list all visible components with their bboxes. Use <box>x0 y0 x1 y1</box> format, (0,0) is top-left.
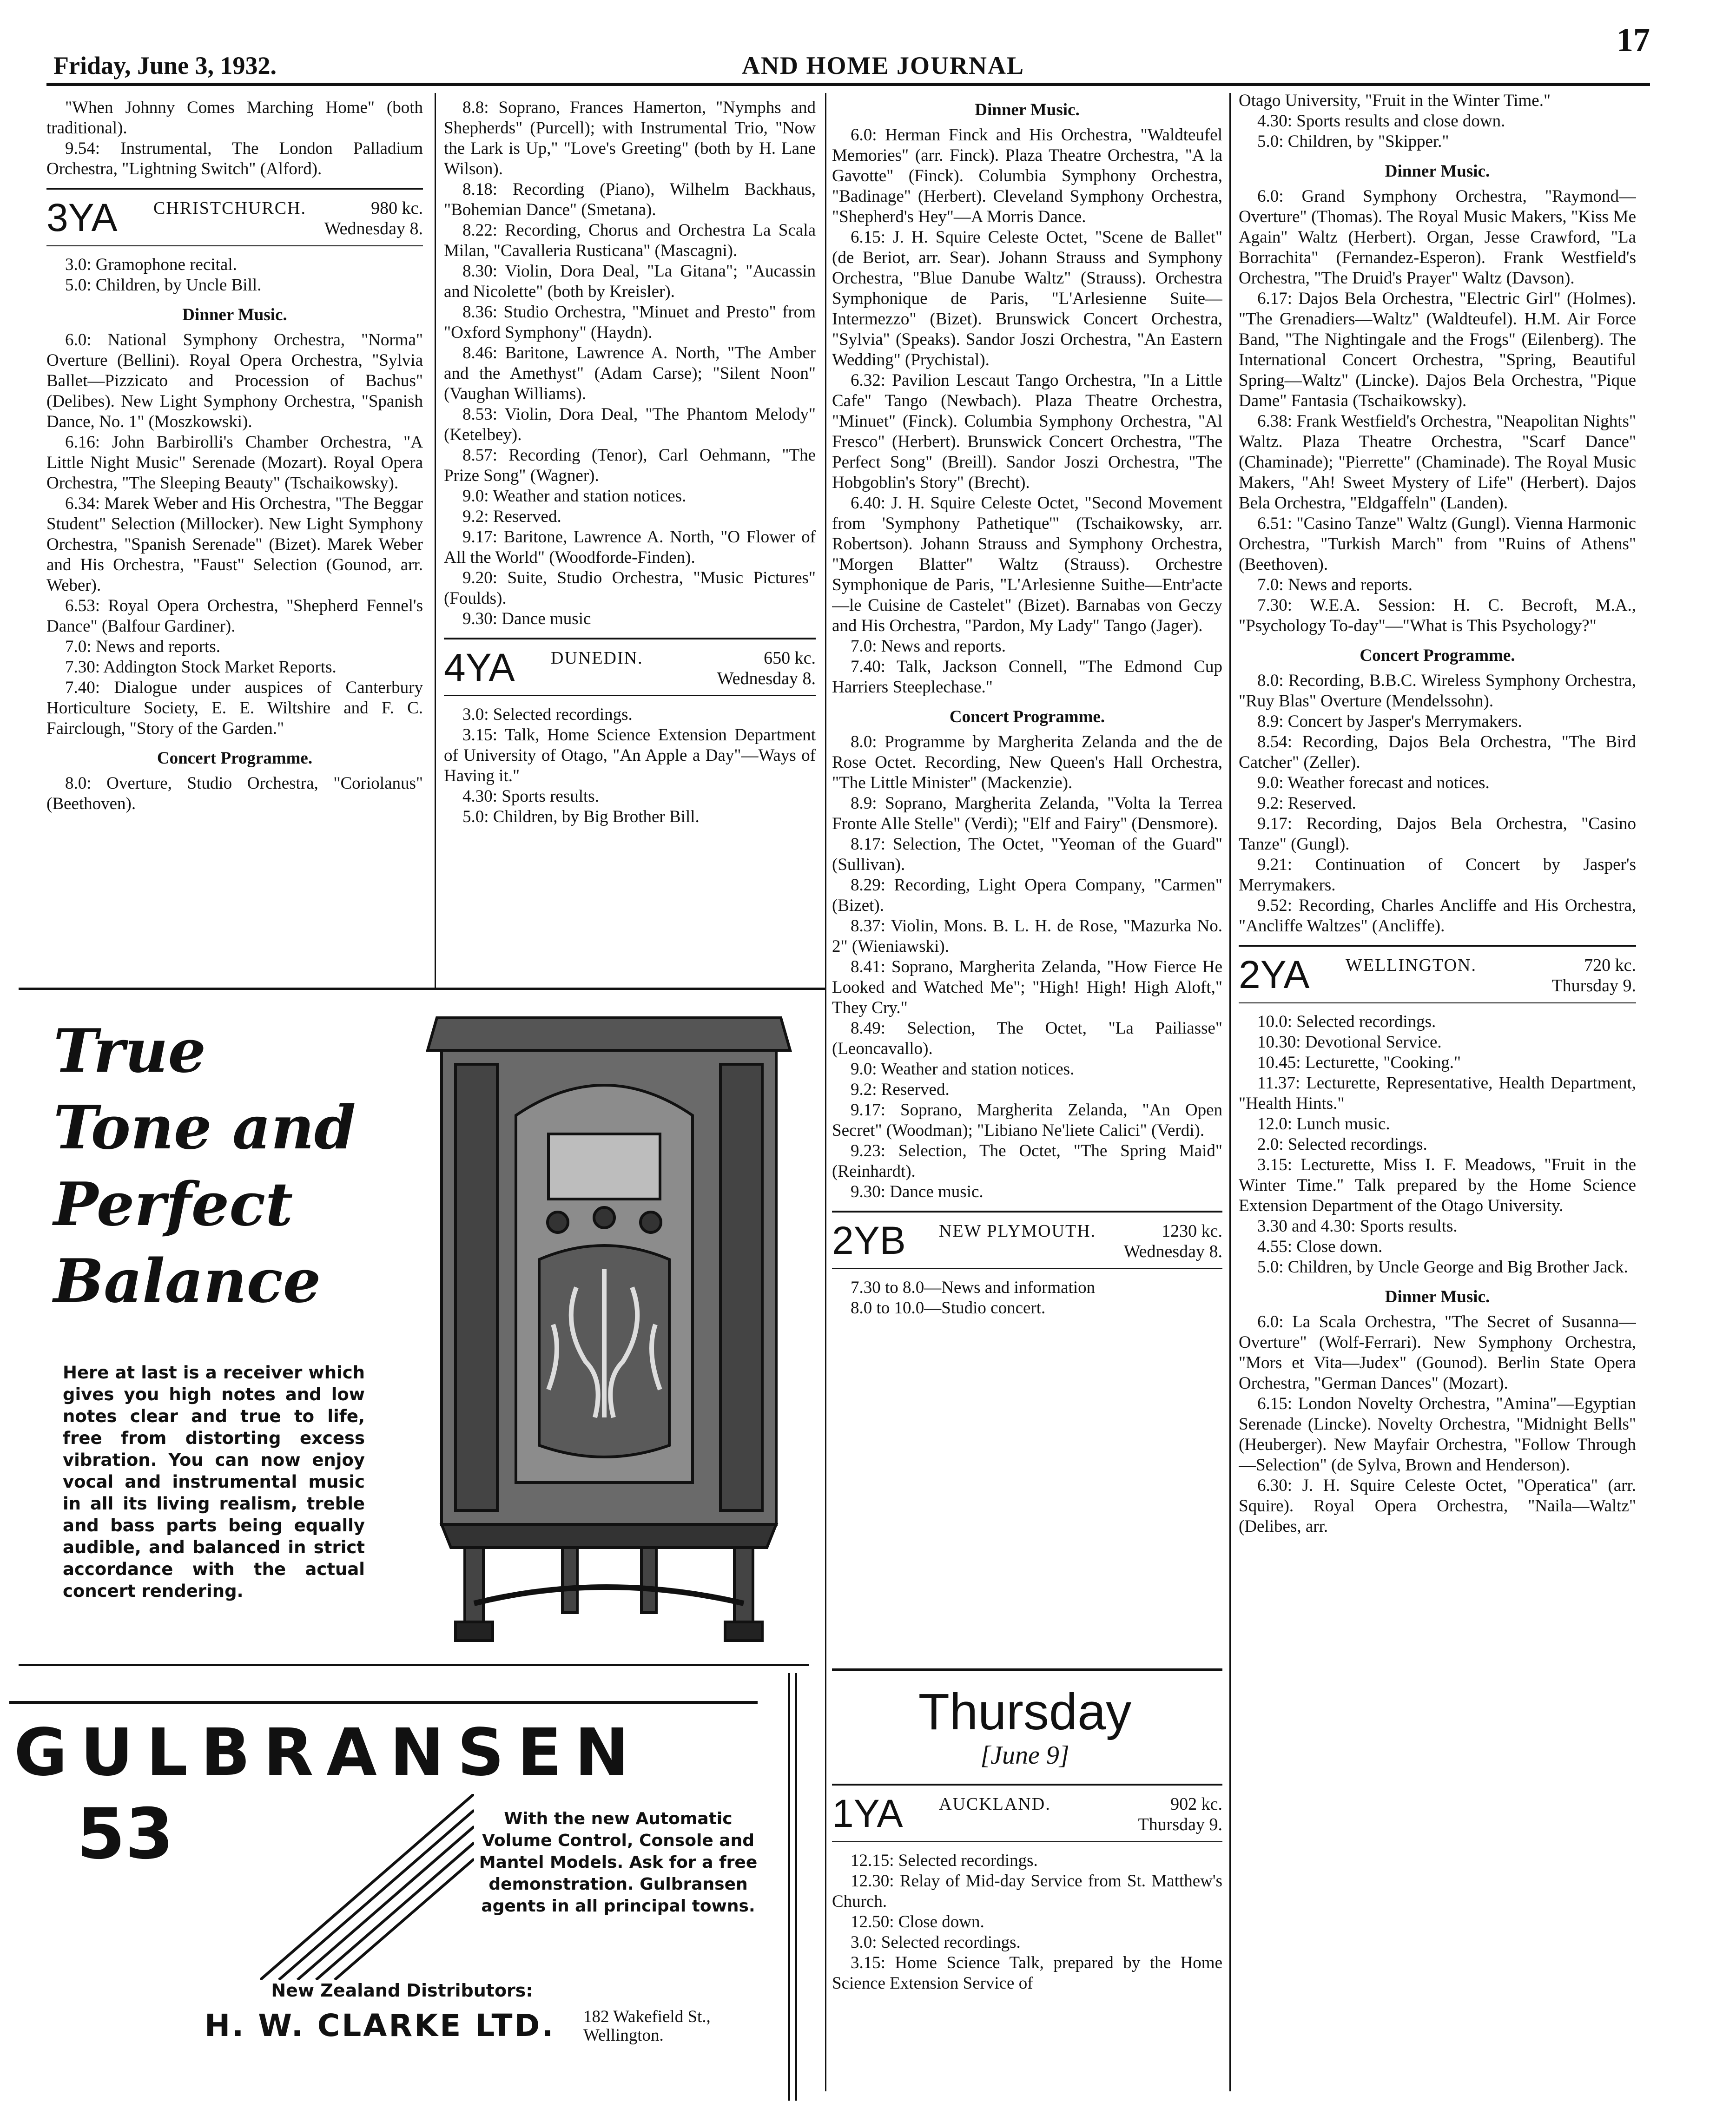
listing-item: 6.17: Dajos Bela Orchestra, "Electric Girl" (Holmes). "The Grenadiers—Waltz" (Waldteufel). H.M. Air Force Band, "The Nightingale and the Frogs" (Eilenberg). The International Concert Orchestra, "Spring, Beautiful Spring—Waltz" (Lincke). Dajos Bela Orchestra, "Pique Dame" Fantasia (Tschaikowsky). <box>1239 289 1636 410</box>
listing-item: 8.22: Recording, Chorus and Orchestra La Scala Milan, "Cavalleria Rusticana" (Mascagni). <box>444 221 816 260</box>
station-frequency: 650 kc. <box>764 648 816 668</box>
station-day: Wednesday 8. <box>1123 1242 1222 1261</box>
ad-company-address <box>583 2008 711 2045</box>
listing-item: 6.51: "Casino Tanze" Waltz (Gungl). Vienna Harmonic Orchestra, "Turkish March" from "Ruins of Athens" (Beethoven). <box>1239 514 1636 574</box>
listing-item: 8.8: Soprano, Frances Hamerton, "Nymphs and Shepherds" (Purcell); with Instrumental Trio, "Now the Lark is Up," "Love's Greeting" (both by H. Lane Wilson). <box>444 98 816 178</box>
listing-item: 8.0: Programme by Margherita Zelanda and the de Rose Octet. Recording, New Queen's Hall Orchestra, "The Little Minister" (Mackenzie). <box>832 732 1222 792</box>
listing-item: 8.36: Studio Orchestra, "Minuet and Presto" from "Oxford Symphony" (Haydn). <box>444 303 816 342</box>
column-3 <box>832 91 1222 1661</box>
listing-item: 12.15: Selected recordings. <box>851 1851 1038 1870</box>
station-code: 1YA <box>832 1792 903 1835</box>
thursday-top-rule <box>832 1668 1222 1671</box>
day-heading-thursday: Thursday <box>918 1683 1132 1740</box>
listing-item: 6.0: La Scala Orchestra, "The Secret of Susanna—Overture" (Wolf-Ferrari). New Symphony Orchestra, "Mors et Vita—Judex" (Gounod). Berlin State Opera Orchestra, "German Dances" (Mozart). <box>1239 1312 1636 1393</box>
listing-item: 8.37: Violin, Mons. B. L. H. de Rose, "Mazurka No. 2" (Wieniawski). <box>832 916 1222 956</box>
ad-headline-line: Tone and <box>53 1093 356 1163</box>
header-rule <box>46 83 1650 86</box>
listing-item: 3.15: Lecturette, Miss I. F. Meadows, "Fruit in the Winter Time." Talk prepared by the Home Science Extension Department of the Otago University. <box>1239 1155 1636 1215</box>
listing-item: 5.0: Children, by Uncle George and Big Brother Jack. <box>1257 1258 1628 1277</box>
station-block-2ya <box>1239 945 1636 1003</box>
station-info <box>939 1221 1222 1262</box>
listing-item: 9.52: Recording, Charles Ancliffe and His Orchestra, "Ancliffe Waltzes" (Ancliffe). <box>1239 896 1636 936</box>
listing-item: Otago University, "Fruit in the Winter Time." <box>1239 91 1551 110</box>
station-block-2yb <box>832 1211 1222 1269</box>
section-heading: Concert Programme. <box>949 707 1105 726</box>
ad-headline-line: Perfect <box>53 1170 293 1239</box>
listing-item: 12.50: Close down. <box>851 1912 984 1931</box>
station-block-1ya <box>832 1784 1222 1842</box>
listing-item: 9.2: Reserved. <box>462 507 561 526</box>
column-1 <box>46 98 423 985</box>
listing-item: 8.57: Recording (Tenor), Carl Oehmann, "The Prize Song" (Wagner). <box>444 446 816 485</box>
ad-divider-rule <box>19 1664 809 1666</box>
listing-item: 9.20: Suite, Studio Orchestra, "Music Pictures" (Foulds). <box>444 568 816 608</box>
listing-item: 6.32: Pavilion Lescaut Tango Orchestra, "In a Little Cafe" Tango (Newbach). Plaza Theatre Orchestra, "Minuet" (Finck). Columbia Symphony Orchestra, "Al Fresco" (Herbert). Brunswick Concert Orchestra, "The Perfect Song" (Breill). Sandor Joszi Orchestra, "The Hobgoblin's Story" (Brecht). <box>832 371 1222 492</box>
section-heading: Dinner Music. <box>1385 162 1490 181</box>
ad-company-name: H. W. CLARKE LTD. <box>205 2008 555 2043</box>
listing-item: 11.37: Lecturette, Representative, Health Department, "Health Hints." <box>1239 1074 1636 1113</box>
listing-item: 8.0: Overture, Studio Orchestra, "Coriolanus" (Beethoven). <box>46 774 423 813</box>
listing-item: 8.54: Recording, Dajos Bela Orchestra, "The Bird Catcher" (Zeller). <box>1239 732 1636 772</box>
listing-item: 9.30: Dance music <box>462 609 591 628</box>
listing-item: 8.9: Concert by Jasper's Merrymakers. <box>1257 712 1522 731</box>
listing-item: 6.30: J. H. Squire Celeste Octet, "Operatica" (arr. Squire). Royal Opera Orchestra, "Naila—Waltz" (Delibes, arr. <box>1239 1476 1636 1536</box>
ad-brand-name: GULBRANSEN <box>14 1715 642 1791</box>
listing-item: 9.2: Reserved. <box>851 1080 950 1099</box>
station-city: CHRISTCHURCH. <box>153 198 306 218</box>
listing-item: 10.0: Selected recordings. <box>1257 1012 1436 1031</box>
column-2 <box>444 98 816 985</box>
listing-item: 9.21: Continuation of Concert by Jasper's Merrymakers. <box>1239 855 1636 895</box>
listing-item: 4.30: Sports results and close down. <box>1257 112 1505 131</box>
listing-item: 9.2: Reserved. <box>1257 794 1356 813</box>
listing-item: 8.18: Recording (Piano), Wilhelm Backhaus, "Bohemian Dance" (Smetana). <box>444 180 816 219</box>
ad-headline <box>53 1013 356 1320</box>
station-block-4ya <box>444 638 816 696</box>
listing-item: 6.34: Marek Weber and His Orchestra, "The Beggar Student" Selection (Millocker). New Light Symphony Orchestra, "Spanish Serenade" (Bizet). Marek Weber and His Orchestra, "Faust" Selection (Gounod, arr. Weber). <box>46 494 423 595</box>
ad-body-copy: Here at last is a receiver which gives you high notes and low notes clear and true to life, free from distorting excess vibration. You can now enjoy vocal and instrumental music in all its living realism, treble and bass parts being equally audible, and balanced in strict accordance with the actual concert rendering. <box>63 1363 365 1601</box>
station-info <box>551 648 816 689</box>
listing-item: 8.9: Soprano, Margherita Zelanda, "Volta la Terrea Fronte Alle Stelle" (Verdi); "Elf and Fairy" (Densmore). <box>832 794 1222 833</box>
listing-item: 8.0 to 10.0—Studio concert. <box>851 1298 1046 1318</box>
listing-item: 7.30: W.E.A. Session: H. C. Becroft, M.A., "Psychology To-day"—"What is This Psychology?" <box>1239 596 1636 635</box>
listing-item: 9.17: Recording, Dajos Bela Orchestra, "Casino Tanze" (Gungl). <box>1239 814 1636 854</box>
listing-item: 7.30: Addington Stock Market Reports. <box>65 658 337 677</box>
section-heading: Concert Programme. <box>1360 646 1515 665</box>
listing-item: 7.0: News and reports. <box>851 637 1006 656</box>
radio-cabinet-illustration <box>409 999 827 1650</box>
listing-item: 8.49: Selection, The Octet, "La Pailiasse" (Leoncavallo). <box>832 1019 1222 1058</box>
station-day: Thursday 9. <box>1551 976 1636 995</box>
listing-item: 8.46: Baritone, Lawrence A. North, "The Amber and the Amethyst" (Adam Carse); "Silent Noon" (Vaughan Williams). <box>444 343 816 403</box>
listing-item: 9.0: Weather forecast and notices. <box>1257 773 1490 792</box>
listing-item: 2.0: Selected recordings. <box>1257 1135 1427 1154</box>
listing-item: 5.0: Children, by Big Brother Bill. <box>462 807 700 826</box>
listing-item: 12.0: Lunch music. <box>1257 1114 1390 1134</box>
ad-headline-line: True <box>53 1016 206 1086</box>
listing-item: 8.17: Selection, The Octet, "Yeoman of the Guard" (Sullivan). <box>832 835 1222 874</box>
listing-item: 6.15: London Novelty Orchestra, "Amina"—Egyptian Serenade (Lincke). Novelty Orchestra, "Midnight Bells" (Heuberger). New Mayfair Orchestra, "Follow Through—Selection" (de Sylva, Brown and Henderson). <box>1239 1394 1636 1475</box>
ad-address-line: 182 Wakefield St., <box>583 2007 711 2026</box>
ad-distributors-label: New Zealand Distributors: <box>271 1980 533 2001</box>
column-4 <box>1239 91 1636 2098</box>
listing-item: 6.38: Frank Westfield's Orchestra, "Neapolitan Nights" Waltz. Plaza Theatre Orchestra, "Scarf Dance" (Chaminade); "Pierrette" (Chaminade). The Royal Music Makers, "Ah! Sweet Mystery of Life" (Herbert). Dajos Bela Orchestra, "Eldgaffeln" (Landen). <box>1239 412 1636 513</box>
ad-side-rule <box>788 1673 790 2101</box>
listing-item: 8.53: Violin, Dora Deal, "The Phantom Melody" (Ketelbey). <box>444 405 816 444</box>
listing-item: 5.0: Children, by Uncle Bill. <box>65 276 262 295</box>
listing-item: 7.0: News and reports. <box>65 637 220 656</box>
listing-item: 9.54: Instrumental, The London Palladium Orchestra, "Lightning Switch" (Alford). <box>46 139 423 178</box>
station-frequency: 980 kc. <box>371 198 423 218</box>
listing-item: 6.40: J. H. Squire Celeste Octet, "Second Movement from 'Symphony Pathetique'" (Tschaikowsky, arr. Robertson). Johann Strauss and Symphony Orchestra, "Morgen Blatter" Waltz (Strauss). Orchestre Symphonique de Paris, "L'Arlesienne Suithe—Entr'acte—le Cuisine de Castelet" (Bizet). Barnabas von Geczy and His Orchestra, "Pardon, My Lady" Tango (Jager). <box>832 494 1222 635</box>
listing-item: 8.29: Recording, Light Opera Company, "Carmen" (Bizet). <box>832 876 1222 915</box>
station-code: 3YA <box>46 196 118 239</box>
listing-item: 8.41: Soprano, Margherita Zelanda, "How Fierce He Looked and Watched Me"; "High! High! High Aloft," They Cry." <box>832 957 1222 1017</box>
listing-item: 6.0: National Symphony Orchestra, "Norma" Overture (Bellini). Royal Opera Orchestra, "Sylvia Ballet—Pizzicato and Procession of Bachus" (Delibes). New Light Symphony Orchestra, "Spanish Dance, No. 1" (Moszkowski). <box>46 330 423 431</box>
listing-item: 6.53: Royal Opera Orchestra, "Shepherd Fennel's Dance" (Balfour Gardiner). <box>46 596 423 636</box>
station-day: Thursday 9. <box>1138 1815 1222 1834</box>
listing-item: 9.17: Soprano, Margherita Zelanda, "An Open Secret" (Woodman); "Libiano Ne'liete Calici" (Verdi). <box>832 1101 1222 1140</box>
station-city: NEW PLYMOUTH. <box>939 1221 1096 1241</box>
listing-item: 6.0: Herman Finck and His Orchestra, "Waldteufel Memories" (arr. Finck). Plaza Theatre Orchestra, "A la Gavotte" (Finck). Columbia Symphony Orchestra, "Badinage" (Herbert). Cleveland Symphony Orchestra, "Shepherd's Hey"—A Morris Dance. <box>832 125 1222 226</box>
listing-item: 5.0: Children, by "Skipper." <box>1257 132 1449 151</box>
station-frequency: 1230 kc. <box>1162 1221 1222 1241</box>
section-heading: Dinner Music. <box>1385 1287 1490 1306</box>
listing-item: 8.30: Violin, Dora Deal, "La Gitana"; "Aucassin and Nicolette" (both by Kreisler). <box>444 262 816 301</box>
ad-address-line: Wellington. <box>583 2026 664 2045</box>
station-code: 2YA <box>1239 953 1310 996</box>
listing-item: 9.17: Baritone, Lawrence A. North, "O Flower of All the World" (Woodforde-Finden). <box>444 527 816 567</box>
listing-item: 10.45: Lecturette, "Cooking." <box>1257 1053 1461 1072</box>
ad-side-rule <box>795 1673 797 2101</box>
station-code: 2YB <box>832 1219 906 1262</box>
column-rule <box>1229 93 1231 2091</box>
ad-decorative-lines <box>260 1794 474 1980</box>
station-frequency: 902 kc. <box>1170 1794 1222 1814</box>
listing-item: 6.16: John Barbirolli's Chamber Orchestra, "A Little Night Music" Serenade (Mozart). Royal Opera Orchestra, "The Sleeping Beauty" (Tschaikowsky). <box>46 433 423 493</box>
station-info <box>939 1794 1222 1835</box>
listing-item: 10.30: Devotional Service. <box>1257 1033 1442 1052</box>
station-frequency: 720 kc. <box>1584 956 1636 975</box>
listing-item: 9.0: Weather and station notices. <box>462 487 686 506</box>
station-city: DUNEDIN. <box>551 648 643 668</box>
station-city: WELLINGTON. <box>1346 956 1477 975</box>
listing-item: 4.30: Sports results. <box>462 787 599 806</box>
listing-item: 3.0: Selected recordings. <box>462 705 633 724</box>
listing-item: 7.40: Dialogue under auspices of Canterbury Horticulture Society, E. E. Wiltshire and F. C. Fairclough, "Story of the Garden." <box>46 678 423 738</box>
station-code: 4YA <box>444 646 515 689</box>
listing-item: 7.0: News and reports. <box>1257 575 1413 594</box>
section-heading: Concert Programme. <box>157 749 313 768</box>
page-number: 17 <box>1617 21 1650 59</box>
listing-item: "When Johnny Comes Marching Home" (both traditional). <box>46 98 423 138</box>
day-heading-date: [June 9] <box>980 1741 1069 1770</box>
column-3-thursday <box>832 1775 1222 2101</box>
ad-top-rule <box>19 988 825 990</box>
ad-model-number: 53 <box>77 1794 174 1875</box>
station-city: AUCKLAND. <box>939 1794 1051 1814</box>
listing-item: 3.15: Home Science Talk, prepared by the Home Science Extension Service of <box>832 1953 1222 1993</box>
ad-features-copy: With the new Automatic Volume Control, Console and Mantel Models. Ask for a free demonstration. Gulbransen agents in all principal towns. <box>479 1809 758 1916</box>
listing-item: 3.15: Talk, Home Science Extension Department of University of Otago, "An Apple a Day"—Ways of Having it." <box>444 725 816 785</box>
listing-item: 4.55: Close down. <box>1257 1237 1383 1256</box>
issue-date: Friday, June 3, 1932. <box>53 52 277 79</box>
station-info <box>1346 955 1636 996</box>
listing-item: 3.30 and 4.30: Sports results. <box>1257 1217 1458 1236</box>
journal-title: AND HOME JOURNAL <box>742 52 1024 79</box>
station-block-3ya <box>46 188 423 246</box>
listing-item: 7.40: Talk, Jackson Connell, "The Edmond Cup Harriers Steeplechase." <box>832 657 1222 697</box>
listing-item: 3.0: Selected recordings. <box>851 1933 1021 1952</box>
listing-item: 9.0: Weather and station notices. <box>851 1060 1075 1079</box>
station-day: Wednesday 8. <box>324 219 423 238</box>
station-info <box>153 198 423 239</box>
listing-item: 8.0: Recording, B.B.C. Wireless Symphony Orchestra, "Ruy Blas" Overture (Mendelssohn). <box>1239 671 1636 711</box>
page-header <box>46 19 1650 84</box>
ad-headline-line: Balance <box>53 1246 321 1316</box>
ad-brand-rule <box>9 1701 758 1706</box>
listing-item: 12.30: Relay of Mid-day Service from St. Matthew's Church. <box>832 1872 1222 1911</box>
listing-item: 7.30 to 8.0—News and information <box>851 1278 1096 1297</box>
section-heading: Dinner Music. <box>975 100 1080 119</box>
listing-item: 6.15: J. H. Squire Celeste Octet, "Scene de Ballet" (de Beriot, arr. Sear). Johann Strauss and Symphony Orchestra, "Blue Danube Waltz" (Strauss). Orchestra Symphonique de Paris, "L'Arlesienne Suite—Intermezzo" (Bizet). Brunswick Concert Orchestra, "Sylvia" (Speaks). Sandor Joszi Orchestra, "An Eastern Wedding" (Prychistal). <box>832 228 1222 369</box>
listing-item: 9.23: Selection, The Octet, "The Spring Maid" (Reinhardt). <box>832 1141 1222 1181</box>
station-day: Wednesday 8. <box>717 669 816 688</box>
column-rule <box>435 93 436 990</box>
listing-item: 6.0: Grand Symphony Orchestra, "Raymond—Overture" (Thomas). The Royal Music Makers, "Kiss Me Again" Waltz (Herbert). Organ, Jesse Crawford, "La Borrachita" (Fernandez-Esperon). Frank Westfield's Orchestra, "The Druid's Prayer" Waltz (Davson). <box>1239 187 1636 288</box>
section-heading: Dinner Music. <box>182 305 287 324</box>
listing-item: 9.30: Dance music. <box>851 1182 984 1201</box>
listing-item: 3.0: Gramophone recital. <box>65 255 237 274</box>
